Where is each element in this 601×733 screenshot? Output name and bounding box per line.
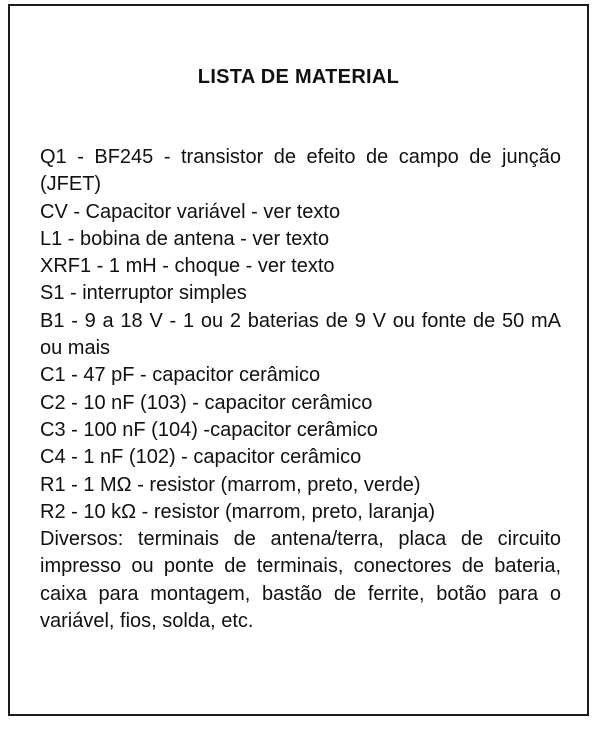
list-item-l1: L1 - bobina de antena - ver texto xyxy=(40,227,330,250)
list-item-b1: B1 - 9 a 18 V - 1 ou 2 baterias de 9 V ou fonte de 50 mA ou mais xyxy=(40,309,561,360)
list-item-q1: Q1 - BF245 - transistor de efeito de campo de junção (JFET) xyxy=(40,146,561,196)
list-item-diversos: Diversos: terminais de antena/terra, placa de circuito impresso ou ponte de terminais, conectores de bateria, caixa para montagem, bastão de ferrite, botão para o variável, fios, solda, etc. xyxy=(40,528,561,633)
material-list-box xyxy=(8,4,589,716)
material-list xyxy=(40,144,561,635)
list-item-c2: C2 - 10 nF (103) - capacitor cerâmico xyxy=(40,391,373,414)
list-item-c1: C1 - 47 pF - capacitor cerâmico xyxy=(40,364,321,387)
list-item-cv: CV - Capacitor variável - ver texto xyxy=(40,200,341,223)
list-item-c3: C3 - 100 nF (104) -capacitor cerâmico xyxy=(40,418,378,441)
list-item-r2: R2 - 10 kΩ - resistor (marrom, preto, laranja) xyxy=(40,500,436,523)
list-item-r1: R1 - 1 MΩ - resistor (marrom, preto, verde) xyxy=(40,473,421,496)
list-item-s1: S1 - interruptor simples xyxy=(40,282,247,305)
list-item-xrf1: XRF1 - 1 mH - choque - ver texto xyxy=(40,255,335,278)
list-title: LISTA DE MATERIAL xyxy=(197,66,400,88)
list-item-c4: C4 - 1 nF (102) - capacitor cerâmico xyxy=(40,446,362,469)
